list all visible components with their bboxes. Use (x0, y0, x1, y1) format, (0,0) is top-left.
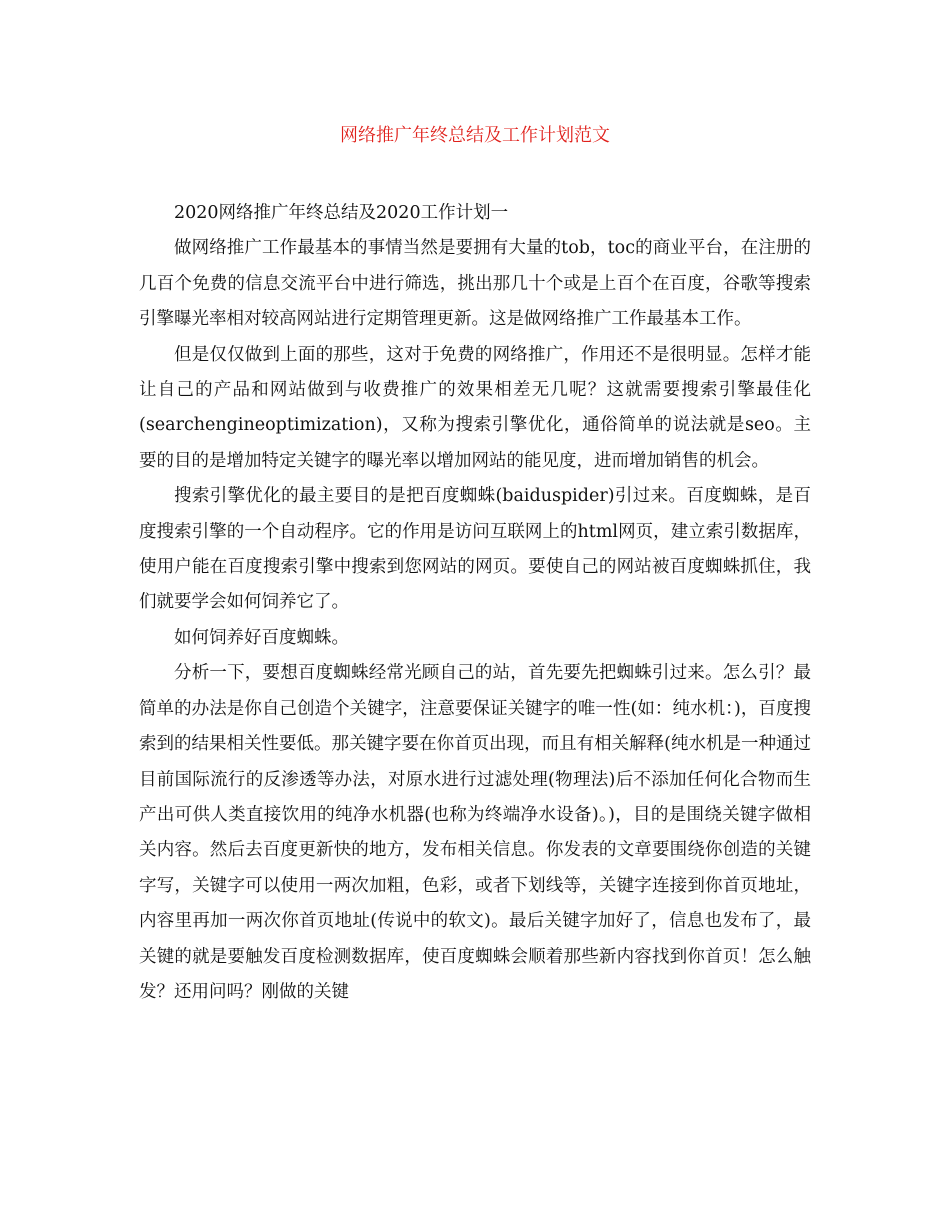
paragraph: 但是仅仅做到上面的那些，这对于免费的网络推广，作用还不是很明显。怎样才能让自己的产品和网站做到与收费推广的效果相差无几呢？这就需要搜索引擎最佳化(searchengineoptimization)，又称为搜索引擎优化，通俗简单的说法就是seo。主要的目的是增加特定关键字的曝光率以增加网站的能见度，进而增加销售的机会。 (139, 344, 811, 471)
paragraph: 分析一下，要想百度蜘蛛经常光顾自己的站，首先要先把蜘蛛引过来。怎么引？最简单的办法是你自己创造个关键字，注意要保证关键字的唯一性(如：纯水机：)，百度搜索到的结果相关性要低。那关键字要在你首页出现，而且有相关解释(纯水机是一种通过目前国际流行的反渗透等办法，对原水进行过滤处理(物理法)后不添加任何化合物而生产出可供人类直接饮用的纯净水机器(也称为终端净水设备)。)，目的是围绕关键字做相关内容。然后去百度更新快的地方，发布相关信息。你发表的文章要围绕你创造的关键字写，关键字可以使用一两次加粗，色彩，或者下划线等，关键字连接到你首页地址，内容里再加一两次你首页地址(传说中的软文)。最后关键字加好了，信息也发布了，最关键的就是要触发百度检测数据库，使百度蜘蛛会顺着那些新内容找到你首页！怎么触发？还用问吗？刚做的关键 (139, 663, 811, 1002)
paragraph: 如何饲养好百度蜘蛛。 (174, 627, 349, 648)
document-body (139, 196, 811, 1010)
paragraph-subtitle: 2020网络推广年终总结及2020工作计划一 (174, 203, 509, 223)
paragraph: 做网络推广工作最基本的事情当然是要拥有大量的tob，toc的商业平台，在注册的几百个免费的信息交流平台中进行筛选，挑出那几十个或是上百个在百度，谷歌等搜索引擎曝光率相对较高网站进行定期管理更新。这是做网络推广工作最基本工作。 (139, 238, 811, 330)
paragraph: 搜索引擎优化的最主要目的是把百度蜘蛛(baiduspider)引过来。百度蜘蛛，是百度搜索引擎的一个自动程序。它的作用是访问互联网上的html网页，建立索引数据库，使用户能在百度搜索引擎中搜索到您网站的网页。要使自己的网站被百度蜘蛛抓住，我们就要学会如何饲养它了。 (139, 486, 811, 613)
document-title: 网络推广年终总结及工作计划范文 (340, 125, 610, 146)
